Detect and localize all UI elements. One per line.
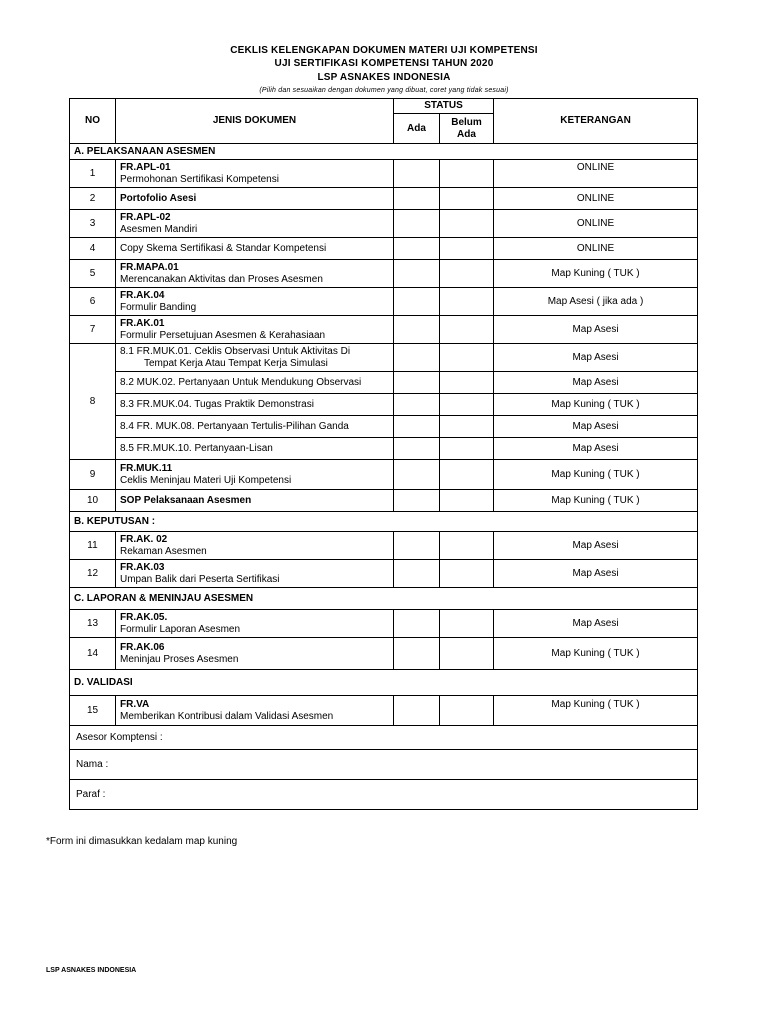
doc-title: CEKLIS KELENGKAPAN DOKUMEN MATERI UJI KOMPETENSI [230, 45, 538, 56]
table-row: 10 SOP Pelaksanaan Asesmen Map Kuning ( TUK ) [70, 490, 698, 512]
checkbox-ada[interactable] [394, 696, 440, 726]
asesor-label: Asesor Komptensi : [70, 726, 698, 750]
table-row: 14 FR.AK.06 Meninjau Proses Asesmen Map Kuning ( TUK ) [70, 638, 698, 670]
checkbox-belum-ada[interactable] [440, 344, 494, 372]
table-row: 3 FR.APL-02 Asesmen Mandiri ONLINE [70, 210, 698, 238]
checkbox-belum-ada[interactable] [440, 460, 494, 490]
checkbox-ada[interactable] [394, 638, 440, 670]
checkbox-ada[interactable] [394, 490, 440, 512]
checkbox-ada[interactable] [394, 238, 440, 260]
table-row: 4 Copy Skema Sertifikasi & Standar Kompetensi ONLINE [70, 238, 698, 260]
checkbox-belum-ada[interactable] [440, 160, 494, 188]
checkbox-belum-ada[interactable] [440, 210, 494, 238]
table-row: 6 FR.AK.04 Formulir Banding Map Asesi ( jika ada ) [70, 288, 698, 316]
checkbox-ada[interactable] [394, 460, 440, 490]
table-row: 1 FR.APL-01 Permohonan Sertifikasi Kompetensi ONLINE [70, 160, 698, 188]
table-row: 5 FR.MAPA.01 Merencanakan Aktivitas dan Proses Asesmen Map Kuning ( TUK ) [70, 260, 698, 288]
table-row: 9 FR.MUK.11 Ceklis Meninjau Materi Uji Kompetensi Map Kuning ( TUK ) [70, 460, 698, 490]
col-status: STATUS [394, 99, 494, 114]
doc-instruction: (Pilih dan sesuaikan dengan dokumen yang dibuat, coret yang tidak sesuai) [259, 87, 509, 94]
checkbox-belum-ada[interactable] [440, 696, 494, 726]
checkbox-belum-ada[interactable] [440, 288, 494, 316]
page-footer: LSP ASNAKES INDONESIA [46, 967, 137, 974]
checkbox-belum-ada[interactable] [440, 638, 494, 670]
section-d: D. VALIDASI [70, 670, 698, 696]
checkbox-belum-ada[interactable] [440, 610, 494, 638]
table-row: 15 FR.VA Memberikan Kontribusi dalam Validasi Asesmen Map Kuning ( TUK ) [70, 696, 698, 726]
table-row: 11 FR.AK. 02 Rekaman Asesmen Map Asesi [70, 532, 698, 560]
checkbox-ada[interactable] [394, 416, 440, 438]
checkbox-ada[interactable] [394, 260, 440, 288]
checkbox-ada[interactable] [394, 210, 440, 238]
checkbox-belum-ada[interactable] [440, 416, 494, 438]
checkbox-ada[interactable] [394, 160, 440, 188]
asesor-row [70, 726, 698, 750]
col-keterangan: KETERANGAN [494, 99, 698, 144]
paraf-field[interactable]: Paraf : [70, 780, 698, 810]
checkbox-ada[interactable] [394, 560, 440, 588]
table-row: 8.2 MUK.02. Pertanyaan Untuk Mendukung Observasi Map Asesi [70, 372, 698, 394]
checkbox-belum-ada[interactable] [440, 532, 494, 560]
checklist-table [69, 98, 698, 810]
header-row [70, 99, 698, 114]
col-jenis: JENIS DOKUMEN [116, 99, 394, 144]
section-c: C. LAPORAN & MENINJAU ASESMEN [70, 588, 698, 610]
nama-row [70, 750, 698, 780]
checkbox-belum-ada[interactable] [440, 260, 494, 288]
col-belum-ada: Belum Ada [440, 114, 494, 144]
checkbox-belum-ada[interactable] [440, 490, 494, 512]
checkbox-ada[interactable] [394, 372, 440, 394]
doc-subtitle: UJI SERTIFIKASI KOMPETENSI TAHUN 2020 [274, 58, 494, 69]
checkbox-ada[interactable] [394, 394, 440, 416]
checkbox-ada[interactable] [394, 188, 440, 210]
table-row: 8 8.1 FR.MUK.01. Ceklis Observasi Untuk Aktivitas Di Tempat Kerja Atau Tempat Kerja Simulasi Map Asesi [70, 344, 698, 372]
checkbox-belum-ada[interactable] [440, 316, 494, 344]
checkbox-belum-ada[interactable] [440, 238, 494, 260]
paraf-row [70, 780, 698, 810]
table-row: 2 Portofolio Asesi ONLINE [70, 188, 698, 210]
doc-organization: LSP ASNAKES INDONESIA [317, 72, 451, 83]
checkbox-ada[interactable] [394, 344, 440, 372]
table-row: 8.3 FR.MUK.04. Tugas Praktik Demonstrasi Map Kuning ( TUK ) [70, 394, 698, 416]
table-row: 12 FR.AK.03 Umpan Balik dari Peserta Sertifikasi Map Asesi [70, 560, 698, 588]
section-a: A. PELAKSANAAN ASESMEN [70, 144, 698, 160]
checkbox-ada[interactable] [394, 532, 440, 560]
checkbox-belum-ada[interactable] [440, 438, 494, 460]
checkbox-ada[interactable] [394, 288, 440, 316]
checkbox-belum-ada[interactable] [440, 372, 494, 394]
checkbox-ada[interactable] [394, 438, 440, 460]
table-row: 8.4 FR. MUK.08. Pertanyaan Tertulis-Pilihan Ganda Map Asesi [70, 416, 698, 438]
checkbox-ada[interactable] [394, 610, 440, 638]
col-no: NO [70, 99, 116, 144]
table-row: 13 FR.AK.05. Formulir Laporan Asesmen Map Asesi [70, 610, 698, 638]
footnote: *Form ini dimasukkan kedalam map kuning [46, 836, 238, 847]
checkbox-ada[interactable] [394, 316, 440, 344]
checkbox-belum-ada[interactable] [440, 560, 494, 588]
table-row: 7 FR.AK.01 Formulir Persetujuan Asesmen & Kerahasiaan Map Asesi [70, 316, 698, 344]
checkbox-belum-ada[interactable] [440, 394, 494, 416]
nama-field[interactable]: Nama : [70, 750, 698, 780]
table-row: 8.5 FR.MUK.10. Pertanyaan-Lisan Map Asesi [70, 438, 698, 460]
section-b: B. KEPUTUSAN : [70, 512, 698, 532]
col-ada: Ada [394, 114, 440, 144]
checkbox-belum-ada[interactable] [440, 188, 494, 210]
